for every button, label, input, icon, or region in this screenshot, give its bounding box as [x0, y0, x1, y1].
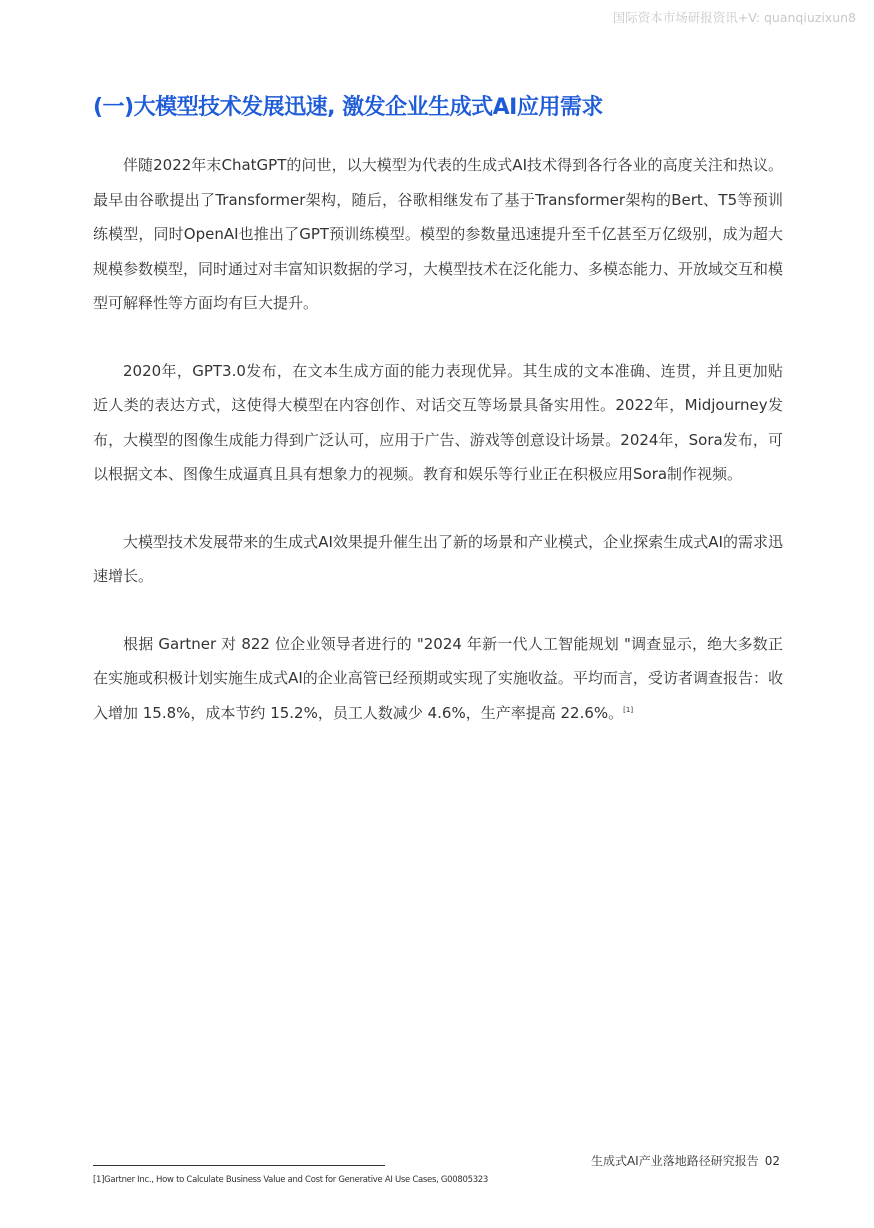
- citation-marker[interactable]: [1]: [623, 705, 634, 714]
- footnote: [1]Gartner Inc., How to Calculate Business Value and Cost for Generative AI Use Cases, G00805323: [93, 1175, 489, 1185]
- page-footer: [591, 1152, 780, 1169]
- report-title: 生成式AI产业落地路径研究报告: [590, 1154, 759, 1168]
- paragraph-chatgpt-intro: 伴随2022年末ChatGPT的问世，以大模型为代表的生成式AI技术得到各行各业的高度关注和热议。最早由谷歌提出了Transformer架构，随后，谷歌相继发布了基于Transformer架构的Bert、T5等预训练模型，同时OpenAI也推出了GPT预训练模型。模型的参数量迅速提升至千亿甚至万亿级别，成为超大规模参数模型，同时通过对丰富知识数据的学习，大模型技术在泛化能力、多模态能力、开放域交互和模型可解释性等方面均有巨大提升。: [93, 156, 784, 312]
- footnote-divider: [93, 1165, 385, 1166]
- body-content: [93, 148, 783, 763]
- section-title: (一)大模型技术发展迅速, 激发企业生成式AI应用需求: [93, 95, 603, 120]
- paragraph-demand-growth: 大模型技术发展带来的生成式AI效果提升催生出了新的场景和产业模式，企业探索生成式AI的需求迅速增长。: [93, 532, 783, 585]
- watermark-text: 国际资本市场研报资讯+V: quanqiuzixun8: [612, 10, 856, 25]
- gartner-survey-text: 根据 Gartner 对 822 位企业领导者进行的 "2024 年新一代人工智能规划 "调查显示，绝大多数正在实施或积极计划实施生成式AI的企业高管已经预期或实现了实施收益。平均而言，受访者调查报告：收入增加 15.8%，成本节约 15.2%，员工人数减少 4.6%，生产率提高 22.6%。: [93, 634, 783, 722]
- paragraph-model-timeline: 2020年，GPT3.0发布，在文本生成方面的能力表现优异。其生成的文本准确、连贯，并且更加贴近人类的表达方式，这使得大模型在内容创作、对话交互等场景具备实用性。2022年，Midjourney发布，大模型的图像生成能力得到广泛认可，应用于广告、游戏等创意设计场景。2024年，Sora发布，可以根据文本、图像生成逼真且具有想象力的视频。教育和娱乐等行业正在积极应用Sora制作视频。: [93, 361, 783, 483]
- paragraph-gartner-survey: [93, 627, 783, 731]
- page-number: 02: [764, 1154, 780, 1168]
